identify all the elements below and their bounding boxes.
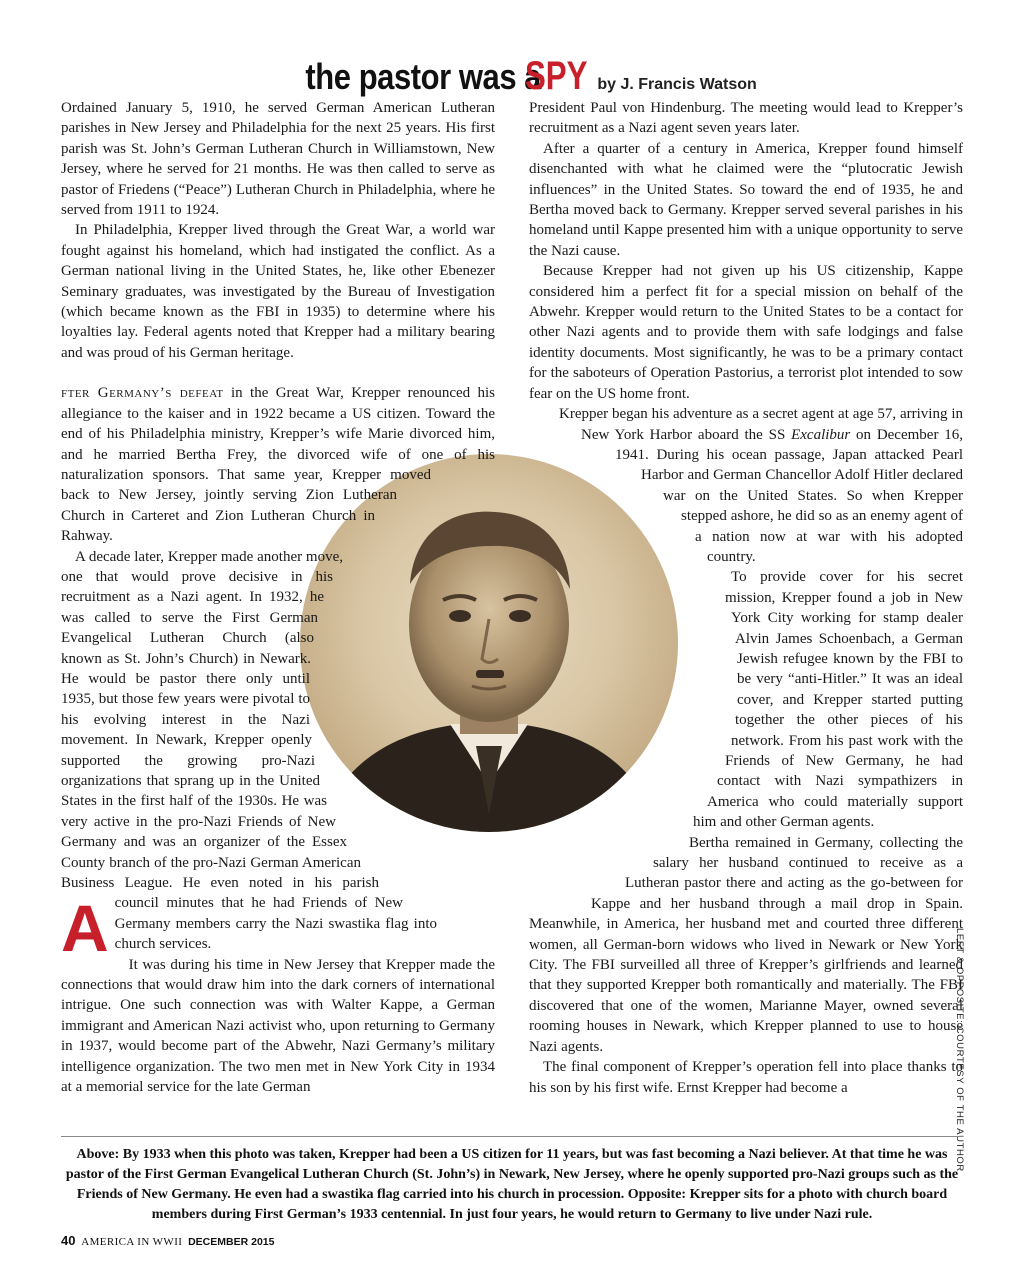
paragraph: Because Krepper had not given up his US citizenship, Kappe considered him a perfect fit for a special mission on behalf of the Abwehr. Krepper would return to the United States to be a contact for other Nazi agents and to provide them with safe lodgings and false identity documents. Most significantly, he was to be a primary contact for the saboteurs of Operation Pastorius, a terrorist plot intended to sow fear on the US home front.: [529, 263, 963, 402]
article-headline: [0, 54, 1024, 99]
issue-date: DECEMBER 2015: [188, 1236, 275, 1248]
paragraph: It was during his time in New Jersey that Krepper made the connections that would draw him into the dark corners of international intrigue. One such connection was with Walter Kappe, a German immigrant and American Nazi activist who, upon returning to Germany in 1937, would become part of the Abwehr, Nazi Germany’s military intelligence organization. The two men met in New York City in 1934 at a memorial service for the late German: [61, 956, 495, 1096]
publication-name: AMERICA IN WWII: [81, 1236, 183, 1248]
paragraph-text: Krepper began his adventure as a secret agent at age 57, arriving in New York Harbor aboard the SS: [559, 406, 963, 443]
caption-divider: [61, 1136, 963, 1137]
paragraph-text: in the Great War, Krepper renounced his allegiance to the kaiser and in 1922 became a US citizen. Toward the end of his Philadelphia ministry, Krepper’s wife Marie divorced him, and he married Bertha Frey, the divorced wife of one of his naturalization sponsors. That same year, Krepper moved back to New Jersey, jointly serving Zion Lutheran Church in Carteret and Zion Lutheran Church in Rahway.: [61, 385, 496, 545]
headline-text: the pastor was a: [305, 56, 542, 97]
byline: by J. Francis Watson: [597, 76, 757, 93]
headline-highlight: SPY: [525, 54, 588, 98]
photo-credit: LEFT & OPPOSITE: COURTESY OF THE AUTHOR: [954, 928, 965, 1172]
paragraph: In Philadelphia, Krepper lived through the Great War, a world war fought against his homeland, which had instigated the conflict. As a German national living in the United States, he, like other Ebenezer Seminary graduates, was investigated by the Bureau of Investigation (which became known as the FBI in 1935) to determine where his loyalties lay. Federal agents noted that Krepper had a military bearing and was proud of his German heritage.: [61, 222, 495, 361]
ship-name: Excalibur: [791, 426, 851, 443]
paragraph: Bertha remained in Germany, collecting the salary her husband continued to receive as a Lutheran pastor there and acting as the go-between for Kappe and her husband through a mail drop in Spain. Meanwhile, in America, her husband met and courted three different women, all German-born widows who lived in Newark or New York City. The FBI surveilled all three of Krepper’s girlfriends and learned that they supported Krepper both romantically and materially. The FBI discovered that one of the women, Marianne Mayer, owned several rooming houses in Newark, which Krepper planned to use to house Nazi agents.: [529, 834, 963, 1055]
left-text-column: [61, 98, 495, 1098]
paragraph: Ordained January 5, 1910, he served German American Lutheran parishes in New Jersey and Philadelphia for the next 25 years. His first parish was St. John’s German Lutheran Church in Williamstown, New Jersey, where he served for 21 months. He was then called to serve as pastor of Friedens (“Peace”) Lutheran Church in Philadelphia, where he served from 1911 to 1924.: [61, 100, 495, 219]
paragraph: To provide cover for his secret mission, Krepper found a job in New York City working for stamp dealer Alvin James Schoenbach, a German Jewish refugee known by the FBI to be very “anti-Hitler.” It was an ideal cover, and Krepper started putting together the other pieces of his network. From his past work with the Friends of New Germany, he had contact with Nazi sympathizers in America who could materially support him and other German agents.: [693, 569, 963, 831]
photo-caption: Above: By 1933 when this photo was taken, Krepper had been a US citizen for 11 years, but was fast becoming a Nazi believer. At that time he was pastor of the First German Evangelical Lutheran Church (St. John’s) in Newark, New Jersey, where he openly supported pro-Nazi groups such as the Friends of New Germany. He even had a swastika flag carried into his church in procession. Opposite: Krepper sits for a photo with church board members during First German’s 1933 centennial. In just four years, he would return to Germany to live under Nazi rule.: [65, 1147, 959, 1222]
page-footer: [61, 1233, 274, 1248]
paragraph: After a quarter of a century in America, Krepper found himself disenchanted with what he claimed were the “plutocratic Jewish influences” in the United States. So toward the end of 1935, he and Bertha moved back to Germany. Krepper served several parishes in his homeland until Kappe presented him with a unique opportunity to serve the Nazi cause.: [529, 140, 963, 259]
paragraph-text: on December 16, 1941. During his ocean passage, Japan attacked Pearl Harbor and German Chancellor Adolf Hitler declared war on the United States. So when Krepper stepped ashore, he did so as an enemy agent of a nation now at war with his adopted country.: [615, 426, 963, 565]
paragraph: A decade later, Krepper made another move, one that would prove decisive in his recruitment as a Nazi agent. In 1932, he was called to serve the First German Evangelical Lutheran Church (also known as St. John’s Church) in Newark. He would be pastor there only until 1935, but those few years were pivotal to his evolving interest in the Nazi movement. In Newark, Krepper openly supported the growing pro-Nazi organizations that sprang up in the United States in the first half of the 1930s. He was very active in the pro-Nazi Friends of New Germany and was an organizer of the Essex County branch of the pro-Nazi German American Business League. He even noted in his parish council minutes that he had Friends of New Germany members carry the Nazi swastika flag into church services.: [61, 548, 437, 953]
paragraph: The final component of Krepper’s operation fell into place thanks to his son by his first wife. Ernst Krepper had become a: [529, 1059, 963, 1096]
page-number: 40: [61, 1233, 76, 1248]
lead-in-smallcaps: fter Germany’s defeat: [61, 385, 224, 402]
right-text-column: [529, 98, 963, 1098]
paragraph: President Paul von Hindenburg. The meeting would lead to Krepper’s recruitment as a Nazi agent seven years later.: [529, 100, 963, 137]
drop-cap: A: [61, 891, 109, 965]
